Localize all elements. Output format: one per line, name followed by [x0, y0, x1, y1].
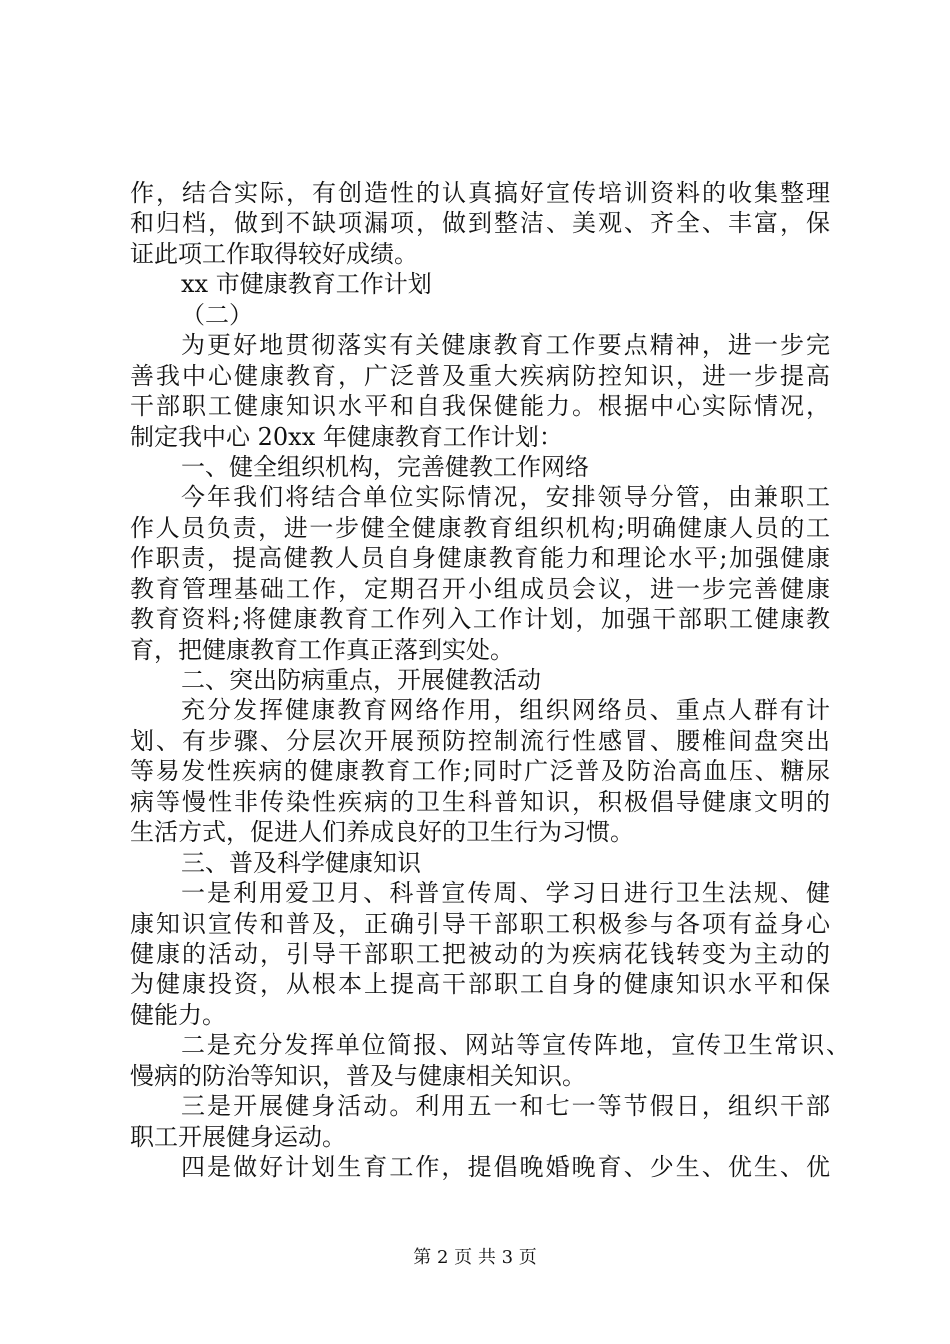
text-line: 慢病的防治等知识，普及与健康相关知识。	[130, 1062, 586, 1090]
heading-1: 一、健全组织机构，完善健教工作网络	[181, 453, 589, 481]
text-line: 等易发性疾病的健康教育工作;同时广泛普及防治高血压、糖尿	[130, 757, 830, 785]
text-line: 作，结合实际，有创造性的认真搞好宣传培训资料的收集整理	[130, 179, 830, 207]
text-line: 育，把健康教育工作真正落到实处。	[130, 636, 514, 664]
text-line: 病等慢性非传染性疾病的卫生科普知识，积极倡导健康文明的	[130, 788, 830, 816]
text-line: 制定我中心 20xx 年健康教育工作计划：	[130, 423, 563, 451]
text-line: 一是利用爱卫月、科普宣传周、学习日进行卫生法规、健	[181, 879, 830, 907]
text-line: 康知识宣传和普及，正确引导干部职工积极参与各项有益身心	[130, 910, 830, 938]
text-line: 充分发挥健康教育网络作用，组织网络员、重点人群有计	[181, 696, 830, 724]
heading-3: 三、普及科学健康知识	[181, 849, 421, 877]
text-line: 干部职工健康知识水平和自我保健能力。根据中心实际情况，	[130, 392, 830, 420]
text-line: 四是做好计划生育工作，提倡晚婚晚育、少生、优生、优	[181, 1153, 830, 1181]
text-line: 证此项工作取得较好成绩。	[130, 240, 418, 268]
text-line: 健能力。	[130, 1001, 226, 1029]
text-line: 为更好地贯彻落实有关健康教育工作要点精神，进一步完	[181, 331, 830, 359]
text-line: 二是充分发挥单位简报、网站等宣传阵地，宣传卫生常识、	[181, 1031, 850, 1059]
text-line: 划、有步骤、分层次开展预防控制流行性感冒、腰椎间盘突出	[130, 727, 830, 755]
text-line: 三是开展健身活动。利用五一和七一等节假日，组织干部	[181, 1092, 830, 1120]
text-line: 作职责，提高健教人员自身健康教育能力和理论水平;加强健康	[130, 544, 830, 572]
text-line: 教育管理基础工作，定期召开小组成员会议，进一步完善健康	[130, 575, 830, 603]
text-line: 职工开展健身运动。	[130, 1123, 346, 1151]
section-subtitle: （二）	[181, 301, 253, 329]
text-line: 教育资料;将健康教育工作列入工作计划，加强干部职工健康教	[130, 605, 830, 633]
text-line: 今年我们将结合单位实际情况，安排领导分管，由兼职工	[181, 483, 830, 511]
text-line: 作人员负责，进一步健全健康教育组织机构;明确健康人员的工	[130, 514, 830, 542]
page-footer: 第 2 页 共 3 页	[413, 1247, 537, 1268]
text-line: 和归档，做到不缺项漏项，做到整洁、美观、齐全、丰富，保	[130, 209, 830, 237]
text-line: 健康的活动，引导干部职工把被动的为疾病花钱转变为主动的	[130, 940, 830, 968]
text-line: 为健康投资，从根本上提高干部职工自身的健康知识水平和保	[130, 970, 830, 998]
text-line: 善我中心健康教育，广泛普及重大疾病防控知识，进一步提高	[130, 362, 830, 390]
section-title: xx 市健康教育工作计划	[181, 270, 432, 298]
text-line: 生活方式，促进人们养成良好的卫生行为习惯。	[130, 818, 634, 846]
heading-2: 二、突出防病重点，开展健教活动	[181, 666, 541, 694]
